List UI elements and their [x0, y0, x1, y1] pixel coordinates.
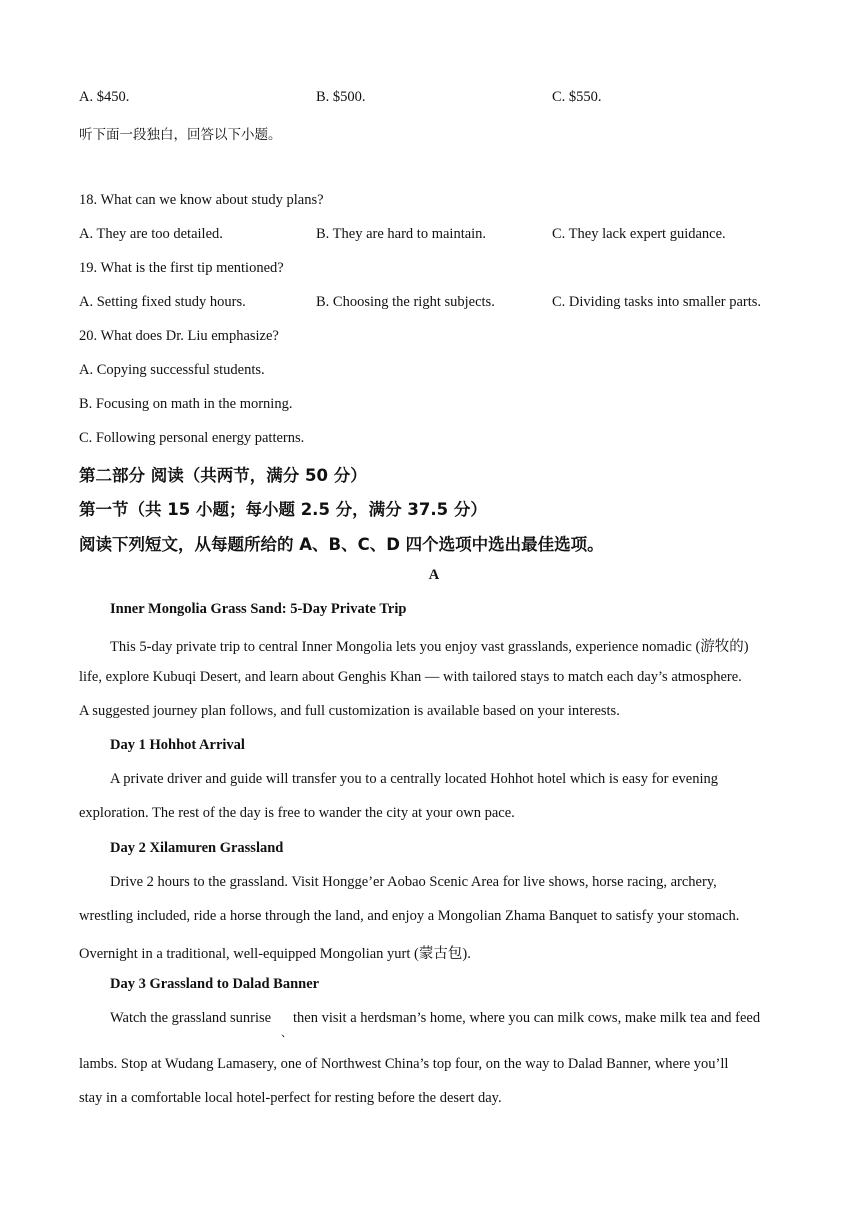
part2-heading: 第二部分 阅读（共两节，满分 50 分） — [79, 466, 367, 485]
q18-option-c: C. They lack expert guidance. — [552, 226, 726, 242]
q17-option-c: C. $550. — [552, 89, 602, 105]
reading-instruction: 阅读下列短文，从每题所给的 A、B、C、D 四个选项中选出最佳选项。 — [79, 535, 604, 554]
q18-option-a: A. They are too detailed. — [79, 226, 223, 242]
intro-line-1: This 5-day private trip to central Inner Mongolia lets you enjoy vast grasslands, experience nomadic (游牧的) — [110, 639, 749, 655]
passage-title: Inner Mongolia Grass Sand: 5-Day Private Trip — [110, 601, 407, 617]
day3-line-3: stay in a comfortable local hotel-perfect for resting before the desert day. — [79, 1090, 502, 1106]
q20-option-a: A. Copying successful students. — [79, 362, 265, 378]
day1-title: Day 1 Hohhot Arrival — [110, 737, 245, 753]
day3-line-1b: then visit a herdsman’s home, where you can milk cows, make milk tea and feed — [293, 1010, 761, 1026]
section1-heading: 第一节（共 15 小题；每小题 2.5 分，满分 37.5 分） — [79, 500, 487, 519]
day2-line-2: wrestling included, ride a horse through the land, and enjoy a Mongolian Zhama Banquet to satisfy your stomach. — [79, 908, 740, 924]
day2-line-1: Drive 2 hours to the grassland. Visit Hongge’er Aobao Scenic Area for live shows, horse racing, archery, — [110, 874, 717, 890]
question-20-stem: 20. What does Dr. Liu emphasize? — [79, 328, 279, 344]
question-19-stem: 19. What is the first tip mentioned? — [79, 260, 284, 276]
day2-title: Day 2 Xilamuren Grassland — [110, 840, 284, 856]
day1-line-2: exploration. The rest of the day is free to wander the city at your own pace. — [79, 805, 515, 821]
day1-line-1: A private driver and guide will transfer you to a centrally located Hohhot hotel which is easy for evening — [110, 771, 719, 787]
q17-option-a: A. $450. — [79, 89, 130, 105]
q19-option-c: C. Dividing tasks into smaller parts. — [552, 294, 762, 310]
day2-line-3: Overnight in a traditional, well-equipped Mongolian yurt (蒙古包). — [79, 946, 471, 962]
passage-letter: A — [428, 567, 440, 583]
q19-option-a: A. Setting fixed study hours. — [79, 294, 246, 310]
q19-option-b: B. Choosing the right subjects. — [316, 294, 495, 310]
intro-line-2: life, explore Kubuqi Desert, and learn about Genghis Khan — with tailored stays to match each day’s atmosphere. — [79, 669, 742, 685]
day3-title: Day 3 Grassland to Dalad Banner — [110, 976, 320, 992]
day3-line-2: lambs. Stop at Wudang Lamasery, one of Northwest China’s top four, on the way to Dalad Banner, where you’ll — [79, 1056, 729, 1072]
day3-line-1a: Watch the grassland sunrise — [110, 1010, 272, 1026]
day3-comma: 、 — [281, 1027, 292, 1039]
listen-instruction: 听下面一段独白，回答以下小题。 — [79, 127, 282, 143]
q17-option-b: B. $500. — [316, 89, 366, 105]
q20-option-b: B. Focusing on math in the morning. — [79, 396, 293, 412]
q20-option-c: C. Following personal energy patterns. — [79, 430, 305, 446]
question-18-stem: 18. What can we know about study plans? — [79, 192, 324, 208]
q18-option-b: B. They are hard to maintain. — [316, 226, 487, 242]
intro-line-3: A suggested journey plan follows, and full customization is available based on your interests. — [79, 703, 620, 719]
